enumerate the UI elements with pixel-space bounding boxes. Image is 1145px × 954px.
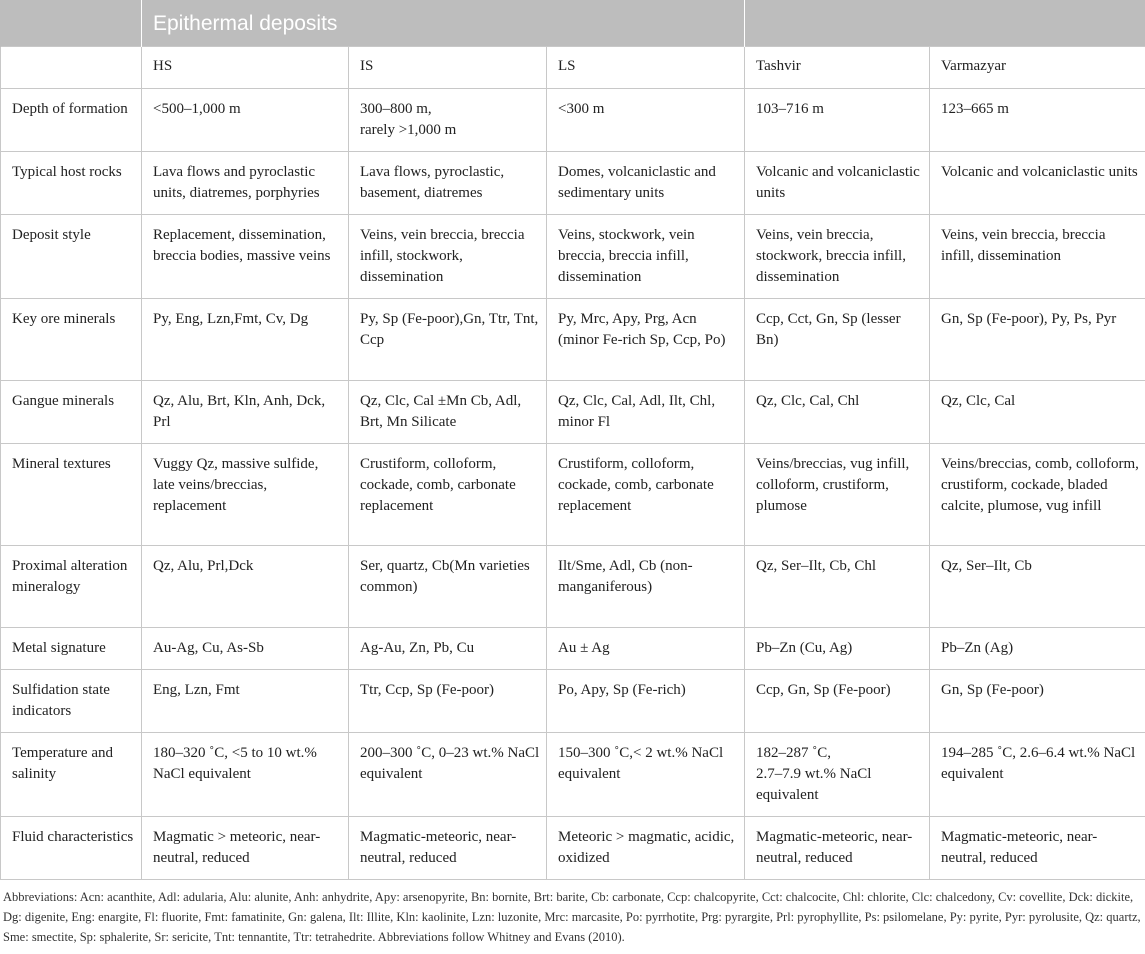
- table-cell: Magmatic-meteoric, near-neutral, reduced: [930, 817, 1145, 880]
- abbreviations-footnote: Abbreviations: Acn: acanthite, Adl: adularia, Alu: alunite, Anh: anhydrite, Apy: arsenopyrite, Bn: bornite, Brt: barite, Cb: carbonate, Ccp: chalcopyrite, Cct: chalcocite, Chl: chlorite, Clc: chalcedony, Cv: covellite, Dck: dickite, Dg: digenite, Eng: enargite, Fl: fluorite, Fmt: famatinite, Gn: galena, Ilt: Illite, Kln: kaolinite, Lzn: luzonite, Mrc: marcasite, Po: pyrrhotite, Prg: pyrargite, Prl: pyrophyllite, Ps: psilomelane, Py: pyrite, Pyr: pyrolusite, Qz: quartz, Sme: smectite, Sp: sphalerite, Sr: sericite, Tnt: tennantite, Ttr: tetrahedrite. Abbreviations follow Whitney and Evans (2010).: [3, 890, 1141, 944]
- row-label: Typical host rocks: [1, 152, 142, 215]
- table-cell: Volcanic and volcaniclastic units: [930, 152, 1145, 215]
- table-cell: Qz, Ser–Ilt, Cb, Chl: [745, 546, 930, 628]
- table-row: [1, 817, 1145, 880]
- table-row: [1, 546, 1145, 628]
- row-label: Deposit style: [1, 215, 142, 299]
- table-cell: Veins, vein breccia, breccia infill, stockwork, dissemination: [349, 215, 547, 299]
- row-label: Depth of formation: [1, 89, 142, 152]
- table-row: [1, 733, 1145, 817]
- table-cell: Lava flows and pyroclastic units, diatremes, porphyries: [142, 152, 349, 215]
- table-cell: Pb–Zn (Ag): [930, 628, 1145, 670]
- table-cell: Qz, Ser–Ilt, Cb: [930, 546, 1145, 628]
- column-header: LS: [547, 47, 745, 89]
- table-cell: Meteoric > magmatic, acidic, oxidized: [547, 817, 745, 880]
- table-cell: Ilt/Sme, Adl, Cb (non-manganiferous): [547, 546, 745, 628]
- table-cell: 182–287 ˚C, 2.7–7.9 wt.% NaCl equivalent: [745, 733, 930, 817]
- table-cell: Qz, Clc, Cal ±Mn Cb, Adl, Brt, Mn Silicate: [349, 381, 547, 444]
- table-cell: Veins, stockwork, vein breccia, breccia infill, dissemination: [547, 215, 745, 299]
- table-cell: Crustiform, colloform, cockade, comb, carbonate replacement: [547, 444, 745, 546]
- table-cell: Qz, Clc, Cal, Chl: [745, 381, 930, 444]
- table-cell: Volcanic and volcaniclastic units: [745, 152, 930, 215]
- column-header: Tashvir: [745, 47, 930, 89]
- table-cell: Magmatic > meteoric, near-neutral, reduced: [142, 817, 349, 880]
- table-cell: Magmatic-meteoric, near-neutral, reduced: [349, 817, 547, 880]
- table-cell: Po, Apy, Sp (Fe-rich): [547, 670, 745, 733]
- table-row: [1, 628, 1145, 670]
- table-cell: Domes, volcaniclastic and sedimentary units: [547, 152, 745, 215]
- table-cell: <500–1,000 m: [142, 89, 349, 152]
- table-cell: Crustiform, colloform, cockade, comb, carbonate replacement: [349, 444, 547, 546]
- table-cell: Qz, Alu, Prl,Dck: [142, 546, 349, 628]
- column-header-empty: [1, 47, 142, 89]
- row-label: Temperature and salinity: [1, 733, 142, 817]
- table-row: [1, 152, 1145, 215]
- row-label: Gangue minerals: [1, 381, 142, 444]
- table-cell: Lava flows, pyroclastic, basement, diatremes: [349, 152, 547, 215]
- table-cell: Au-Ag, Cu, As-Sb: [142, 628, 349, 670]
- row-label: Proximal alteration mineralogy: [1, 546, 142, 628]
- table-row: [1, 299, 1145, 381]
- table-cell: Vuggy Qz, massive sulfide, late veins/breccias, replacement: [142, 444, 349, 546]
- table-cell: Qz, Clc, Cal, Adl, Ilt, Chl, minor Fl: [547, 381, 745, 444]
- table-cell: Veins, vein breccia, breccia infill, dissemination: [930, 215, 1145, 299]
- table-cell: Ttr, Ccp, Sp (Fe-poor): [349, 670, 547, 733]
- table-cell: 150–300 ˚C,< 2 wt.% NaCl equivalent: [547, 733, 745, 817]
- table-row: [1, 381, 1145, 444]
- table-cell: Py, Eng, Lzn,Fmt, Cv, Dg: [142, 299, 349, 381]
- table-cell: Au ± Ag: [547, 628, 745, 670]
- table-cell: 200–300 ˚C, 0–23 wt.% NaCl equivalent: [349, 733, 547, 817]
- table-cell: Veins/breccias, vug infill, colloform, crustiform, plumose: [745, 444, 930, 546]
- row-label: Sulfidation state indicators: [1, 670, 142, 733]
- table-cell: Pb–Zn (Cu, Ag): [745, 628, 930, 670]
- table-cell: Qz, Alu, Brt, Kln, Anh, Dck, Prl: [142, 381, 349, 444]
- table-cell: Veins, vein breccia, stockwork, breccia infill, dissemination: [745, 215, 930, 299]
- column-header-row: [1, 47, 1145, 89]
- table-row: [1, 89, 1145, 152]
- row-label: Mineral textures: [1, 444, 142, 546]
- title-band: [1, 0, 1145, 47]
- table-title: Epithermal deposits: [142, 0, 745, 47]
- table-row: [1, 444, 1145, 546]
- table-cell: Eng, Lzn, Fmt: [142, 670, 349, 733]
- table-cell: Ag-Au, Zn, Pb, Cu: [349, 628, 547, 670]
- row-label: Key ore minerals: [1, 299, 142, 381]
- column-header: HS: [142, 47, 349, 89]
- table-row: [1, 215, 1145, 299]
- table-cell: Ccp, Cct, Gn, Sp (lesser Bn): [745, 299, 930, 381]
- table-cell: Qz, Clc, Cal: [930, 381, 1145, 444]
- table-cell: Py, Sp (Fe-poor),Gn, Ttr, Tnt, Ccp: [349, 299, 547, 381]
- table-cell: Replacement, dissemination, breccia bodies, massive veins: [142, 215, 349, 299]
- table-row: [1, 670, 1145, 733]
- title-band-empty-right: [745, 0, 1145, 47]
- table-cell: 103–716 m: [745, 89, 930, 152]
- table-cell: Ser, quartz, Cb(Mn varieties common): [349, 546, 547, 628]
- row-label: Fluid characteristics: [1, 817, 142, 880]
- title-band-empty: [1, 0, 142, 47]
- table-cell: 300–800 m, rarely >1,000 m: [349, 89, 547, 152]
- table-cell: <300 m: [547, 89, 745, 152]
- table-cell: Magmatic-meteoric, near-neutral, reduced: [745, 817, 930, 880]
- table-cell: 123–665 m: [930, 89, 1145, 152]
- row-label: Metal signature: [1, 628, 142, 670]
- column-header: IS: [349, 47, 547, 89]
- table-cell: 194–285 ˚C, 2.6–6.4 wt.% NaCl equivalent: [930, 733, 1145, 817]
- table-cell: Gn, Sp (Fe-poor): [930, 670, 1145, 733]
- table-cell: Veins/breccias, comb, colloform, crustiform, cockade, bladed calcite, plumose, vug infill: [930, 444, 1145, 546]
- table-cell: Py, Mrc, Apy, Prg, Acn (minor Fe-rich Sp, Ccp, Po): [547, 299, 745, 381]
- table-cell: Gn, Sp (Fe-poor), Py, Ps, Pyr: [930, 299, 1145, 381]
- table-cell: 180–320 ˚C, <5 to 10 wt.% NaCl equivalent: [142, 733, 349, 817]
- column-header: Varmazyar: [930, 47, 1145, 89]
- table-cell: Ccp, Gn, Sp (Fe-poor): [745, 670, 930, 733]
